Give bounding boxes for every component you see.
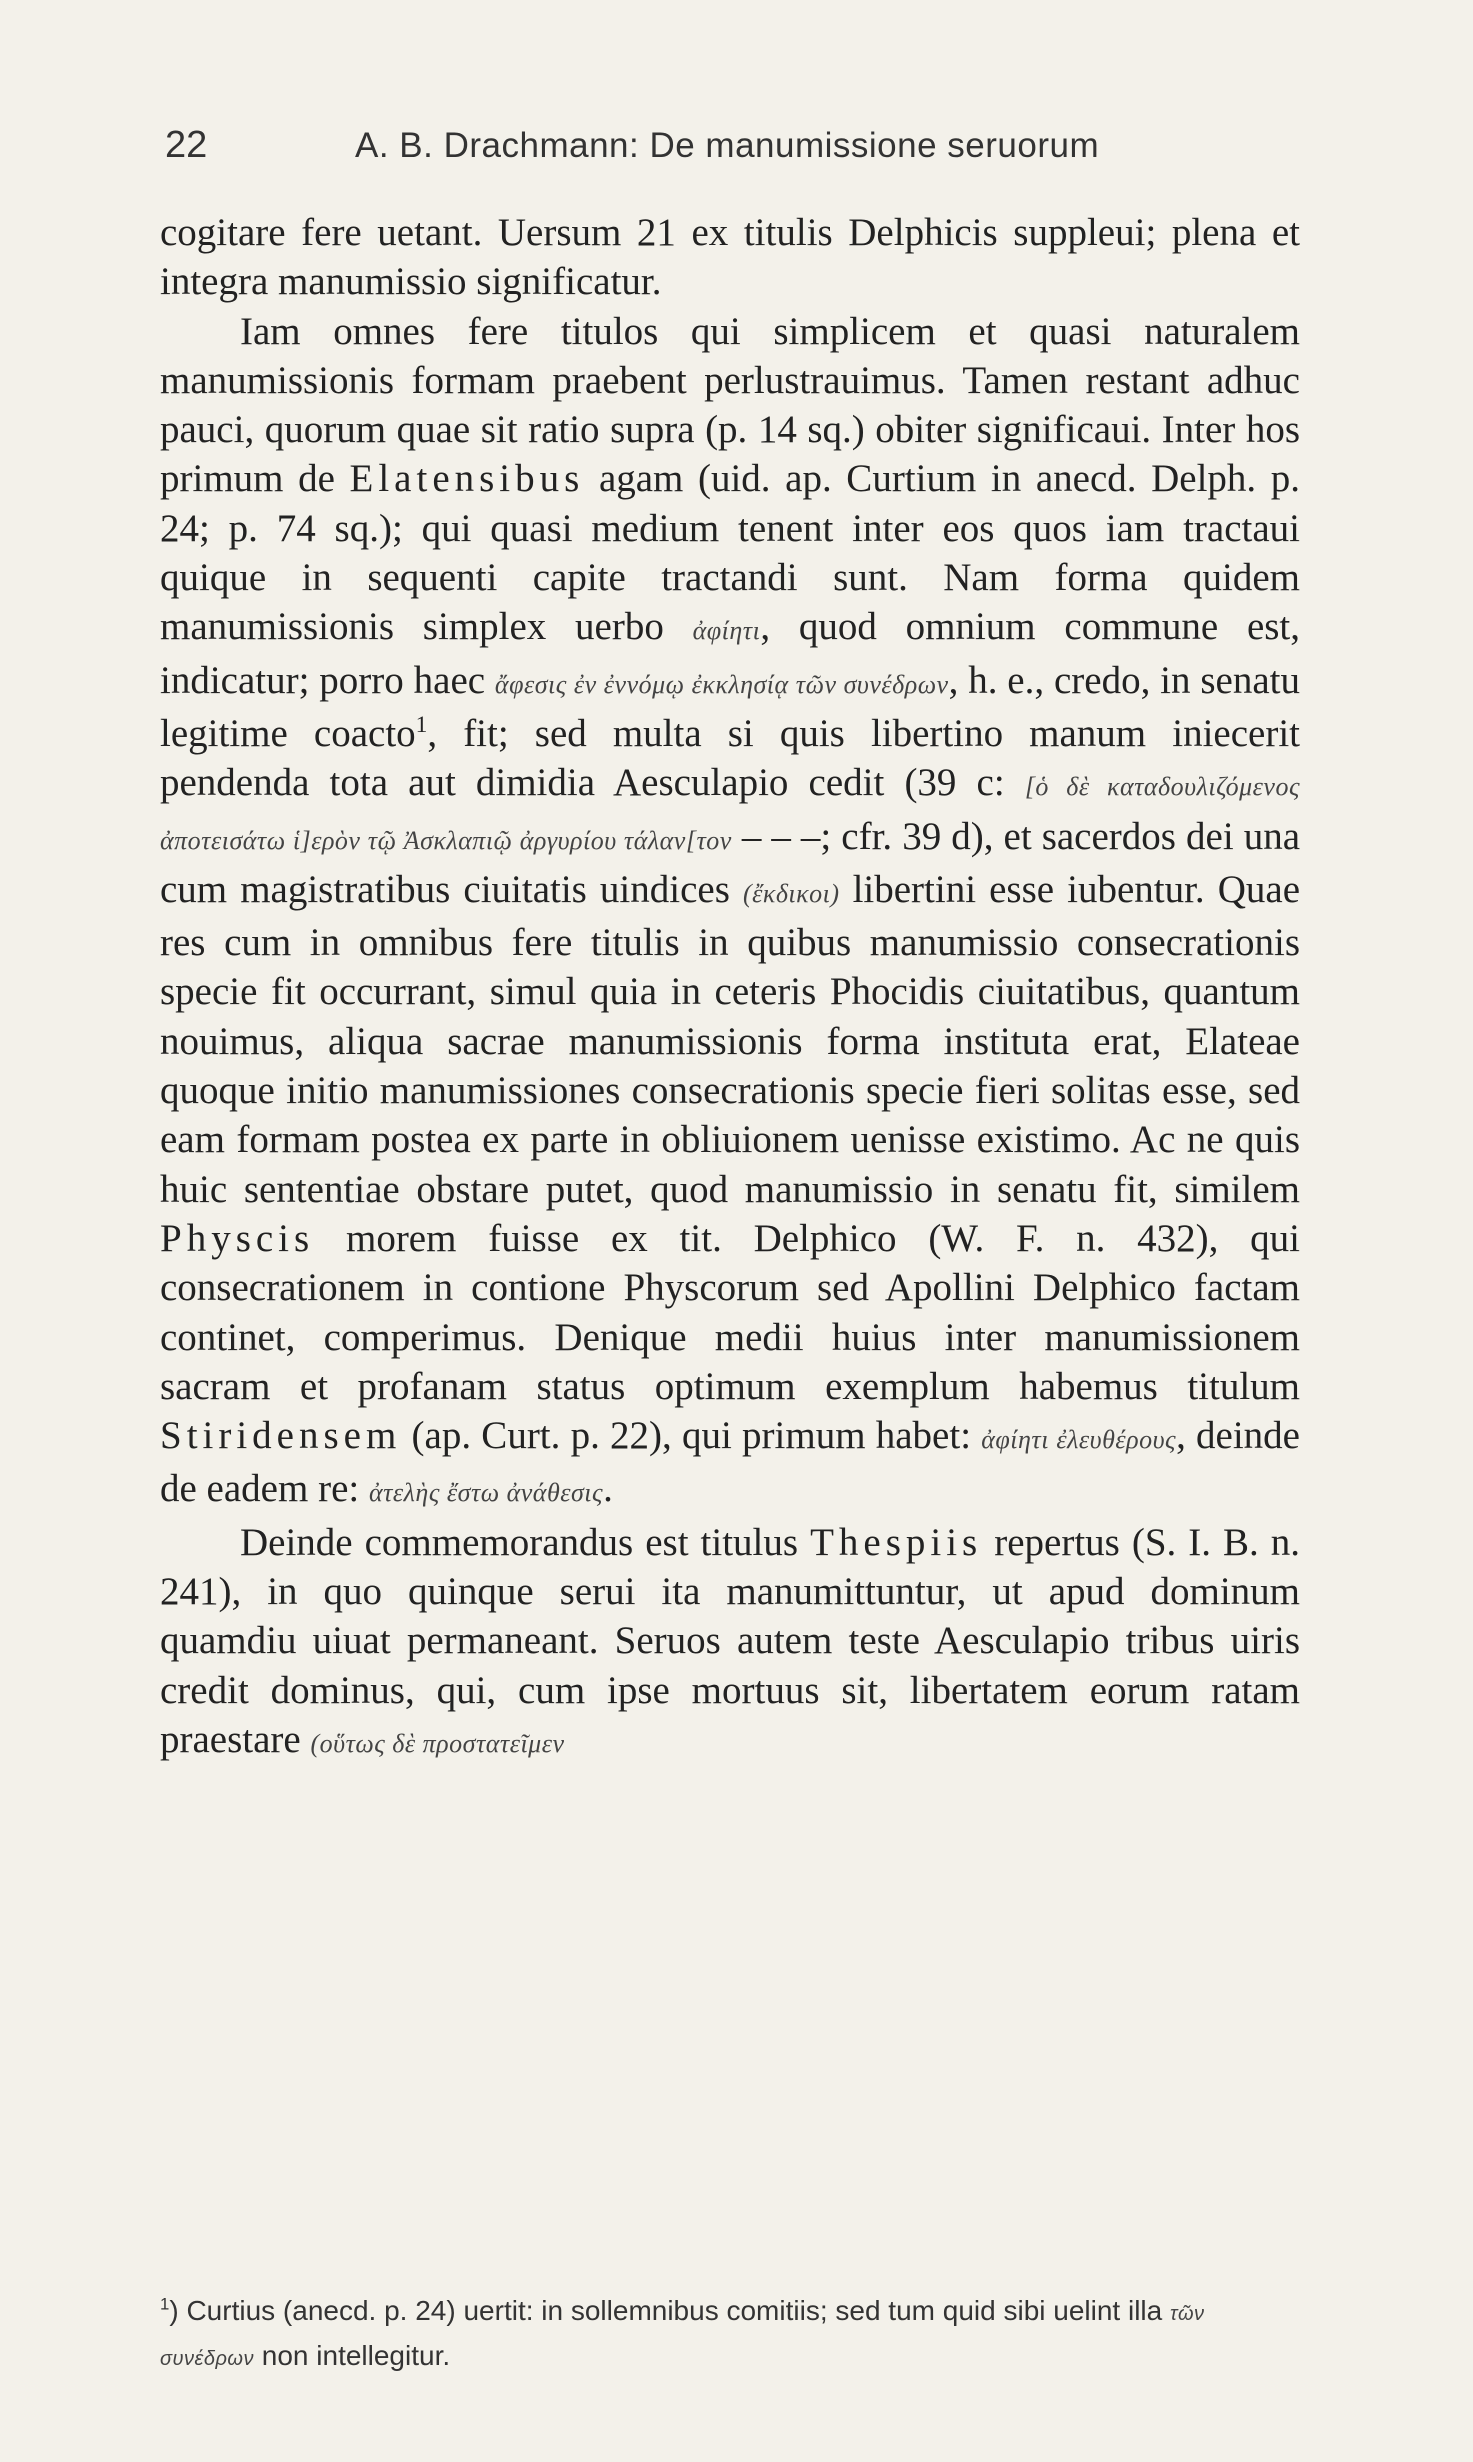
paragraph-1 — [160, 208, 1300, 307]
text-run: repertus (S. I. B. n. 241), in quo quinque serui ita manumittuntur, ut apud dominum quamdiu uiuat permaneant. Seruos autem teste Aesculapio tribus uiris credit dominus, qui, cum ipse mortuus sit, libertatem eorum ratam praestare — [160, 1520, 1300, 1761]
footnote-text: Curtius (anecd. p. 24) uertit: in sollemnibus comitiis; sed tum quid sibi uelint illa — [186, 2295, 1163, 2326]
text-run: , fit; sed multa si quis libertino manum iniecerit pendenda tota aut dimidia Aesculapio cedit (39 c: — [160, 711, 1300, 805]
paragraph-3 — [160, 1518, 1300, 1768]
spaced-name: Physcis — [160, 1216, 315, 1260]
greek-text: ἀτελὴς ἔστω ἀνάθεσις — [368, 1478, 604, 1508]
page-number: 22 — [165, 124, 208, 166]
spaced-name: Stiridensem — [160, 1414, 402, 1458]
page-header — [165, 124, 1455, 184]
greek-text: (ἔκδικοι) — [742, 878, 840, 908]
footnote: $^1$) Curtius (anecd. p. 24) uertit: in sollemnibus comitiis; sed tum quid sibi uelint illa τῶν συνέδρων non intellegitur. — [160, 2294, 1205, 2371]
running-head: A. B. Drachmann: De manumissione seruorum — [355, 126, 1100, 165]
text-run: libertini esse iubentur. Quae res cum in omnibus fere titulis in quibus manumissio consecrationis specie fit occurrant, simul quia in ceteris Phocidis ciuitatibus, quantum nouimus, aliqua sacrae manumissionis forma instituta erat, Elateae quoque initio manumissiones consecrationis specie fieri solitas esse, sed eam formam postea ex parte in obliuionem uenisse existimo. Ac ne quis huic sententiae obstare putet, quod manumissio in senatu fit, similem — [160, 867, 1301, 1211]
text-run: , deinde de eadem re: — [160, 1414, 1300, 1511]
greek-text: ἀφίητι ἐλευθέρους — [981, 1425, 1177, 1455]
text-run: agam (uid. ap. Curtium in anecd. Delph. p. 24; p. 74 sq.); qui quasi medium tenent inter eos quos iam tractaui quique in sequenti capite tractandi sunt. Nam forma quidem manumissionis simplex uerbo — [160, 457, 1301, 649]
text-run: (ap. Curt. p. 22), qui primum habet: — [411, 1414, 972, 1458]
text-run: Deinde commemorandus est titulus — [240, 1520, 799, 1564]
greek-text: [ὁ δὲ καταδουλιζόμενος ἀποτεισάτω ἱ]ερὸν τῷ Ἀσκλαπιῷ ἀργυρίου τάλαν[τον — [160, 772, 1300, 855]
body-text — [160, 208, 1300, 1768]
text-run: , quod omnium commune est, indicatur; porro haec — [160, 605, 1301, 702]
greek-text: τῶν συνέδρων — [160, 2303, 1205, 2370]
footnote-text: non intellegitur. — [261, 2340, 451, 2371]
spaced-name: Elatensibus — [349, 457, 585, 501]
text-run: , h. e., credo, in senatu legitime coacto — [160, 658, 1300, 755]
paragraph-2 — [160, 307, 1300, 1518]
footnote-mark: 1 — [160, 2294, 170, 2314]
text-run: morem fuisse ex tit. Delphico (W. F. n. 432), qui consecrationem in contione Physcorum sed Apollini Delphico factam continet, comperimus. Denique medii huius inter manumissionem sacram et profanam status optimum exemplum habemus titulum — [160, 1216, 1301, 1408]
greek-text: ἀφίητι — [692, 616, 761, 646]
text-run: Iam omnes fere titulos qui simplicem et quasi naturalem manumissionis formam praebent perlustrauimus. Tamen restant adhuc pauci, quorum quae sit ratio supra (p. 14 sq.) obiter significaui. Inter hos primum de — [160, 309, 1300, 501]
spaced-name: Thespiis — [810, 1520, 983, 1564]
footnote-ref[interactable]: 1 — [415, 711, 428, 738]
greek-text: ἄφεσις ἐν ἐννόμῳ ἐκκλησίᾳ τῶν συνέδρων — [494, 669, 949, 699]
greek-text: (οὕτως δὲ προστατεῖμεν — [310, 1728, 565, 1758]
text-run: – – –; cfr. 39 d), et sacerdos dei una cum magistratibus ciuitatis uindices — [160, 814, 1301, 911]
text-run: . — [603, 1467, 613, 1511]
text-run: cogitare fere uetant. Uersum 21 ex titulis Delphicis suppleui; plena et integra manumissio significatur. — [160, 211, 1300, 304]
